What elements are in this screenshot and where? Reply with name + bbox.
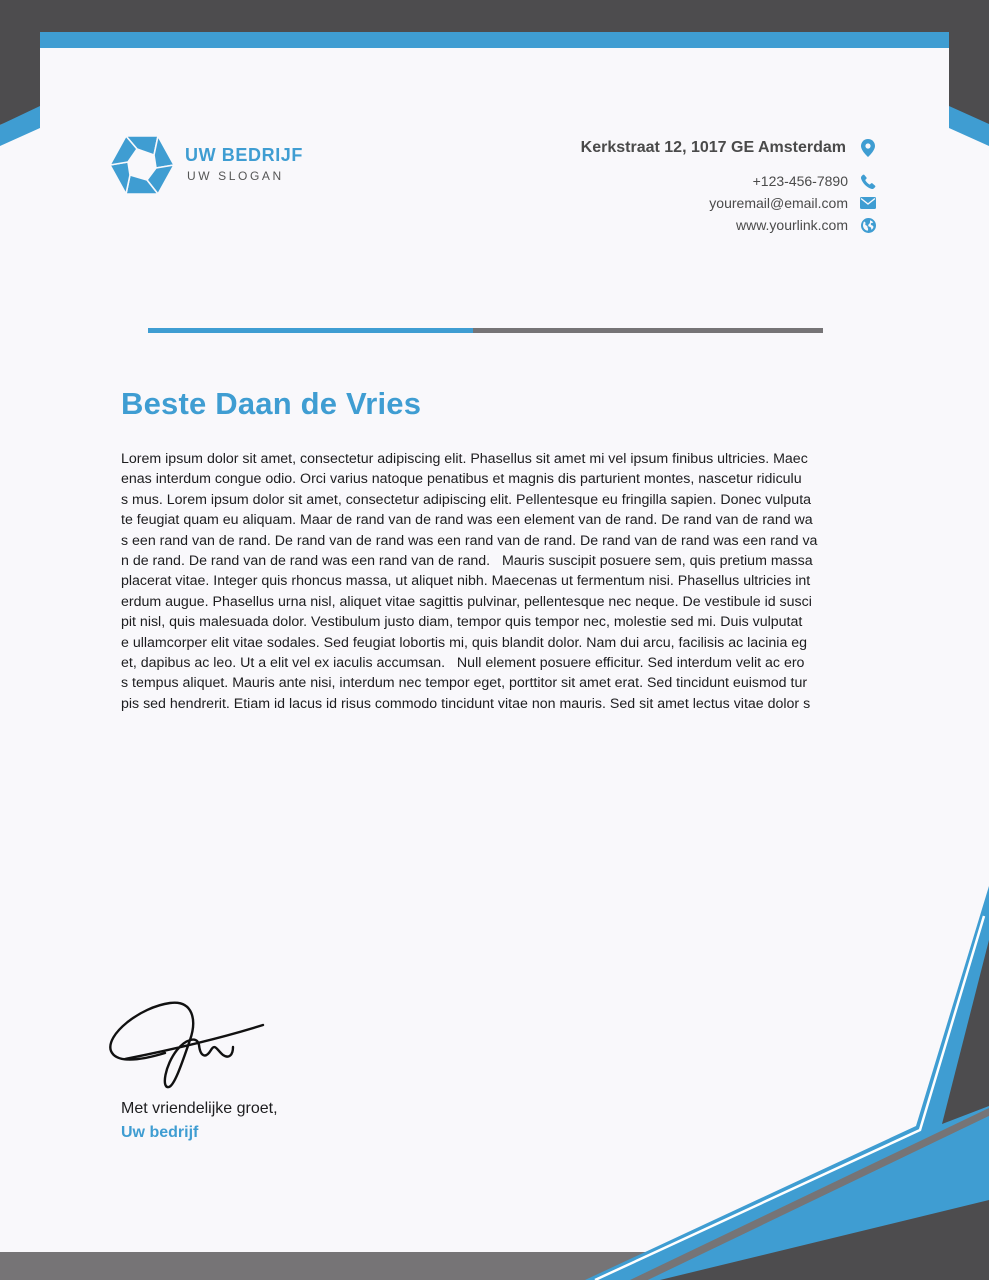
- bottom-right-gray-strip: [630, 1108, 989, 1280]
- top-dark-band: [0, 0, 989, 32]
- address-text: Kerkstraat 12, 1017 GE Amsterdam: [580, 139, 846, 156]
- body-line: s een rand van de rand. De rand van de rand was een rand van de rand. De rand van de rand was een rand va: [121, 532, 818, 549]
- body-line: pis sed hendrerit. Etiam id lacus id risus commodo tincidunt vitae non mauris. Sed sit amet lectus vitae dolor s: [121, 695, 811, 712]
- letter-body: [121, 449, 879, 714]
- contact-address: [581, 136, 876, 160]
- divider-blue: [148, 328, 473, 333]
- divider-gray: [473, 328, 823, 333]
- body-line: s mus. Lorem ipsum dolor sit amet, consectetur adipiscing elit. Pellentesque eu fringilla sapien. Donec vulputa: [121, 491, 812, 508]
- body-line: enas interdum congue odio. Orci varius natoque penatibus et magnis dis parturient montes, nascetur ridiculu: [121, 471, 802, 488]
- left-corner-dark: [0, 20, 40, 125]
- bottom-right-dark-wedge: [660, 1200, 989, 1280]
- bottom-right-white-line: [595, 916, 984, 1280]
- email-text[interactable]: youremail@email.com: [709, 195, 848, 211]
- bottom-right-dark-triangle: [942, 940, 989, 1124]
- contact-website: [581, 214, 876, 236]
- body-line: te feugiat quam eu aliquam. Maar de rand van de rand was een element van de rand. De rand van de rand wa: [121, 512, 813, 529]
- body-line: e ullamcorper elit vitae sodales. Sed feugiat lobortis mi, quis blandit dolor. Nam dui arcu, facilisis ac lacinia eg: [121, 634, 808, 651]
- bottom-right-blue-wedge: [648, 1116, 989, 1280]
- body-line: Lorem ipsum dolor sit amet, consectetur adipiscing elit. Phasellus sit amet mi vel ipsum finibus ultricies. Maec: [121, 451, 808, 467]
- body-line: et, dapibus ac leo. Ut a elit vel ex iaculis accumsan. Null element posuere efficitur. Sed interdum velit ac ero: [121, 655, 805, 672]
- top-blue-stripe: [40, 32, 949, 48]
- website-text[interactable]: www.yourlink.com: [735, 217, 848, 233]
- body-line: erdum augue. Phasellus urna nisl, aliquet vitae sagittis pulvinar, pellentesque nec neque. De vestibule id susci: [121, 593, 812, 610]
- right-corner-blue: [949, 106, 989, 146]
- right-corner-dark: [949, 20, 989, 126]
- letter-closing: Met vriendelijke groet,: [121, 1100, 278, 1117]
- left-corner-blue: [0, 106, 40, 146]
- handwritten-signature: [105, 995, 270, 1095]
- envelope-icon: [860, 195, 876, 211]
- bottom-right-blue-rim: [585, 886, 989, 1280]
- phone-icon: [860, 173, 876, 189]
- phone-text[interactable]: +123-456-7890: [752, 173, 848, 189]
- bottom-gray-band: [0, 1252, 989, 1280]
- contact-block: [581, 136, 876, 236]
- company-slogan: UW SLOGAN: [187, 169, 284, 183]
- body-line: n de rand. De rand van de rand was een rand van de rand. Mauris suscipit posuere sem, quis pretium massa: [121, 553, 813, 570]
- body-line: pit nisl, quis malesuada dolor. Vestibulum justo diam, tempor quis tempor nec, molestie sed mi. Duis vulputat: [121, 614, 803, 631]
- contact-phone: [581, 170, 876, 192]
- contact-email: [581, 192, 876, 214]
- letter-sender: Uw bedrijf: [121, 1124, 199, 1141]
- company-logo-icon: [109, 134, 175, 196]
- globe-icon: [860, 217, 876, 233]
- body-line: placerat vitae. Integer quis rhoncus massa, ut aliquet nibh. Maecenas ut fermentum nisi. Phasellus ultricies int: [121, 573, 811, 590]
- letter-greeting: Beste Daan de Vries: [121, 386, 422, 421]
- body-line: s tempus aliquet. Mauris ante nisi, interdum nec tempor eget, porttitor sit amet erat. Sed tincidunt euismod tur: [121, 675, 808, 692]
- map-pin-icon: [860, 140, 876, 156]
- company-name: UW BEDRIJF: [185, 145, 303, 165]
